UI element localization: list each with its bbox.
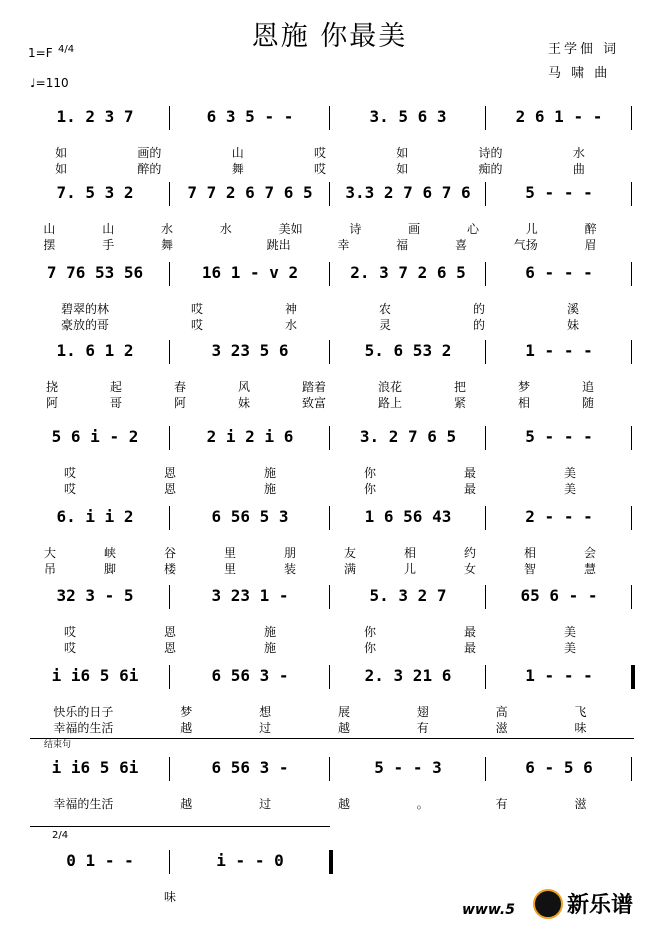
- measure: 3. 5 6 3: [369, 106, 447, 126]
- lyric-word: 梦: [180, 705, 193, 719]
- lyric-line-1: [20, 144, 620, 161]
- measure: i - - 0: [216, 850, 284, 870]
- lyric-word: 浪花: [377, 380, 402, 394]
- lyric-word: 碧翠的林: [60, 302, 109, 316]
- score-row: [20, 585, 635, 677]
- measure: 7 76 53 56: [46, 262, 144, 282]
- lyric-word: 神: [284, 302, 297, 316]
- score-row: [20, 182, 635, 274]
- lyric-word: 舞: [160, 238, 173, 252]
- bar-line: [329, 665, 330, 689]
- lyric-word: 越: [337, 721, 350, 735]
- bar-line: [485, 182, 486, 206]
- bar-line: [329, 262, 330, 286]
- measure: 5 6 i - 2: [51, 426, 139, 446]
- lyric-word: 农: [378, 302, 391, 316]
- lyric-word: 诗的: [478, 146, 503, 160]
- lyric-word: 美: [563, 641, 576, 655]
- brand-logo[interactable]: [533, 888, 633, 919]
- time-signature: 4/4: [58, 44, 75, 55]
- measure: 5. 3 2 7: [369, 585, 447, 605]
- bar-line: [169, 585, 170, 609]
- lyric-word: 峡: [103, 546, 116, 560]
- lyric-word: 哎: [63, 625, 76, 639]
- lyric-word: 水: [572, 146, 585, 160]
- lyric-word: 展: [337, 705, 350, 719]
- lyric-word: 哥: [109, 396, 122, 410]
- lyric-word: 慧: [583, 562, 596, 576]
- lyric-word: 最: [463, 466, 476, 480]
- lyric-word: 摆: [43, 238, 56, 252]
- measure: 1 6 56 43: [364, 506, 452, 526]
- lyric-word: 你: [363, 625, 376, 639]
- composer-credit: 马 啸 曲: [548, 66, 611, 81]
- bar-line: [329, 182, 330, 206]
- lyric-word: 妹: [237, 396, 250, 410]
- lyric-line-2: [20, 719, 620, 736]
- lyric-word: 哎: [63, 641, 76, 655]
- lyric-word: 你: [363, 482, 376, 496]
- measure: 2 i 2 i 6: [206, 426, 294, 446]
- measure: 5 - - -: [525, 426, 593, 446]
- lyric-word: 美如: [278, 222, 303, 236]
- lyric-word: 幸: [337, 238, 350, 252]
- lyric-line-1: [20, 795, 620, 812]
- lyric-word: 哎: [63, 482, 76, 496]
- lyric-word: 友: [343, 546, 356, 560]
- lyric-line-1: [20, 464, 620, 481]
- bar-line: [169, 665, 170, 689]
- lyric-word: 致富: [301, 396, 326, 410]
- lyric-word: 如: [396, 146, 409, 160]
- bar-line: [485, 757, 486, 781]
- lyric-word: 醉: [584, 222, 597, 236]
- tempo-marking: ♩=110: [30, 76, 69, 90]
- lyric-word: 的: [472, 302, 485, 316]
- lyric-word: 里: [223, 562, 236, 576]
- record-disc-icon: [533, 889, 563, 919]
- bar-line: [485, 665, 486, 689]
- bar-line: [329, 506, 330, 530]
- lyric-word: 哎: [313, 146, 326, 160]
- lyric-word: 施: [263, 466, 276, 480]
- bar-line: [631, 182, 632, 206]
- lyric-word: 醉的: [137, 162, 162, 176]
- song-title: 恩施 你最美: [251, 21, 408, 52]
- bar-line: [329, 106, 330, 130]
- measure: 6 - 5 6: [525, 757, 593, 777]
- lyric-word: 福: [396, 238, 409, 252]
- lyric-word: 朋: [283, 546, 296, 560]
- lyric-word: 越: [180, 721, 193, 735]
- bar-line: [169, 850, 170, 874]
- lyric-word: 会: [583, 546, 596, 560]
- lyric-word: 喜: [454, 238, 467, 252]
- lyric-word: 哎: [190, 302, 203, 316]
- lyric-word: 春: [173, 380, 186, 394]
- lyric-word: 越: [337, 797, 350, 811]
- lyric-word: 水: [284, 318, 297, 332]
- lyric-word: 曲: [572, 162, 585, 176]
- lyric-word: 画: [408, 222, 421, 236]
- bar-line: [169, 182, 170, 206]
- lyric-word: 施: [263, 482, 276, 496]
- brand-name: 新乐谱: [567, 893, 634, 918]
- lyric-word: 舞: [231, 162, 244, 176]
- lyric-word: 相: [403, 546, 416, 560]
- lyric-word: 挠: [45, 380, 58, 394]
- lyric-line-2: [20, 560, 620, 577]
- lyric-word: 儿: [403, 562, 416, 576]
- score-row: [20, 757, 635, 849]
- measure: 1. 6 1 2: [56, 340, 134, 360]
- lyric-line-1: [20, 703, 620, 720]
- lyric-word: 你: [363, 466, 376, 480]
- bar-line: [169, 262, 170, 286]
- lyric-line-2: [20, 394, 620, 411]
- lyric-line-1: [20, 623, 620, 640]
- lyric-line-2: [20, 316, 620, 333]
- lyric-word: 诗: [349, 222, 362, 236]
- measure: 2 6 1 - -: [515, 106, 603, 126]
- lyric-word: 智: [523, 562, 536, 576]
- lyric-line-2: [20, 160, 620, 177]
- lyric-word: 如: [55, 162, 68, 176]
- lyric-word: 眉: [584, 238, 597, 252]
- lyric-word: 阿: [173, 396, 186, 410]
- lyric-word: 满: [343, 562, 356, 576]
- lyric-word: 恩: [163, 625, 176, 639]
- measure: 2 - - -: [525, 506, 593, 526]
- lyric-word: 女: [463, 562, 476, 576]
- bar-line: [631, 665, 635, 689]
- lyric-word: 山: [102, 222, 115, 236]
- lyric-word: 美: [563, 625, 576, 639]
- bar-line: [329, 585, 330, 609]
- measure: 5. 6 53 2: [364, 340, 452, 360]
- score-row: [20, 340, 635, 432]
- bar-line: [169, 426, 170, 450]
- bar-line: [329, 850, 333, 874]
- lyric-word: 幸福的生活: [53, 721, 114, 735]
- lyric-word: 山: [231, 146, 244, 160]
- measure: 5 - - -: [525, 182, 593, 202]
- bar-line: [169, 106, 170, 130]
- bar-line: [329, 757, 330, 781]
- lyric-line-1: [20, 544, 620, 561]
- lyric-word: 踏着: [301, 380, 326, 394]
- lyric-word: 路上: [377, 396, 402, 410]
- measure: 7 7 2 6 7 6 5: [187, 182, 313, 202]
- lyric-word: 有: [495, 797, 508, 811]
- score-row: [20, 426, 635, 518]
- lyric-line-1: [20, 888, 320, 905]
- bar-line: [485, 262, 486, 286]
- lyric-word: 如: [55, 146, 68, 160]
- lyric-word: 妹: [566, 318, 579, 332]
- lyric-word: 过: [259, 721, 272, 735]
- measure: 1 - - -: [525, 340, 593, 360]
- bar-line: [631, 340, 632, 364]
- lyric-word: 儿: [525, 222, 538, 236]
- lyric-word: 气扬: [513, 238, 538, 252]
- lyric-word: 阿: [45, 396, 58, 410]
- lyric-word: 过: [259, 797, 272, 811]
- lyric-word: 里: [223, 546, 236, 560]
- lyric-word: 灵: [378, 318, 391, 332]
- lyric-word: 把: [453, 380, 466, 394]
- lyric-word: 心: [466, 222, 479, 236]
- lyric-word: 想: [259, 705, 272, 719]
- lyric-word: 恩: [163, 641, 176, 655]
- measure: i i6 5 6i: [51, 665, 139, 685]
- lyric-word: 哎: [190, 318, 203, 332]
- lyric-word: 约: [463, 546, 476, 560]
- lyric-word: 追: [581, 380, 594, 394]
- lyric-word: 最: [463, 482, 476, 496]
- lyric-word: 水: [219, 222, 232, 236]
- lyric-line-1: [20, 300, 620, 317]
- lyric-word: 梦: [517, 380, 530, 394]
- lyric-word: 越: [180, 797, 193, 811]
- lyric-word: 痴的: [478, 162, 503, 176]
- bar-line: [631, 106, 632, 130]
- lyricist-credit: 王学佃 词: [548, 42, 620, 57]
- lyric-line-1: [20, 378, 620, 395]
- coda-line: [30, 826, 330, 827]
- lyric-word: 紧: [453, 396, 466, 410]
- measure: 6 56 5 3: [211, 506, 289, 526]
- lyric-word: 装: [283, 562, 296, 576]
- measure: 7. 5 3 2: [56, 182, 134, 202]
- lyric-word: 手: [102, 238, 115, 252]
- lyric-word: 恩: [163, 466, 176, 480]
- lyric-word: 山: [43, 222, 56, 236]
- measure: 0 1 - -: [66, 850, 134, 870]
- lyric-word: 哎: [63, 466, 76, 480]
- lyric-word: 最: [463, 625, 476, 639]
- lyric-word: 起: [109, 380, 122, 394]
- lyric-word: 的: [472, 318, 485, 332]
- bar-line: [631, 757, 632, 781]
- bar-line: [485, 506, 486, 530]
- measure: 3 23 1 -: [211, 585, 289, 605]
- lyric-word: 跳出: [266, 238, 291, 252]
- lyric-word: 相: [517, 396, 530, 410]
- measure: 6 3 5 - -: [206, 106, 294, 126]
- measure: 32 3 - 5: [56, 585, 134, 605]
- lyric-word: 溪: [566, 302, 579, 316]
- score-row: [20, 665, 635, 757]
- lyric-word: 谷: [163, 546, 176, 560]
- ending-time-signature: 2/4: [52, 830, 69, 841]
- measure: 6 56 3 -: [211, 757, 289, 777]
- bar-line: [631, 506, 632, 530]
- lyric-word: 施: [263, 641, 276, 655]
- lyric-word: 飞: [574, 705, 587, 719]
- lyric-word: 高: [495, 705, 508, 719]
- measure: 6 56 3 -: [211, 665, 289, 685]
- lyric-word: 大: [43, 546, 56, 560]
- lyric-word: 吊: [43, 562, 56, 576]
- lyric-word: 美: [563, 466, 576, 480]
- lyric-word: 滋: [574, 797, 587, 811]
- measure: 65 6 - -: [520, 585, 598, 605]
- lyric-word: 如: [396, 162, 409, 176]
- lyric-word: 最: [463, 641, 476, 655]
- lyric-word: 恩: [163, 482, 176, 496]
- measure: 3.3 2 7 6 7 6: [345, 182, 471, 202]
- measure: i i6 5 6i: [51, 757, 139, 777]
- site-url[interactable]: www.5: [462, 902, 515, 918]
- lyric-word: 快乐的日子: [53, 705, 114, 719]
- measure: 6 - - -: [525, 262, 593, 282]
- bar-line: [631, 585, 632, 609]
- lyric-word: 风: [237, 380, 250, 394]
- lyric-word: 美: [563, 482, 576, 496]
- measure: 3. 2 7 6 5: [359, 426, 457, 446]
- lyric-word: 滋: [495, 721, 508, 735]
- lyric-word: 味: [163, 890, 176, 904]
- lyric-word: 豪放的哥: [60, 318, 109, 332]
- lyric-word: 画的: [137, 146, 162, 160]
- lyric-word: 哎: [313, 162, 326, 176]
- bar-line: [485, 106, 486, 130]
- bar-line: [329, 340, 330, 364]
- measure: 2. 3 21 6: [364, 665, 452, 685]
- bar-line: [169, 340, 170, 364]
- key-signature: 1=F: [28, 46, 53, 60]
- lyric-word: 有: [416, 721, 429, 735]
- bar-line: [485, 426, 486, 450]
- measure: 5 - - 3: [374, 757, 442, 777]
- bar-line: [169, 506, 170, 530]
- lyric-line-2: [20, 236, 620, 253]
- bar-line: [485, 585, 486, 609]
- lyric-word: 楼: [163, 562, 176, 576]
- measure: 6. i i 2: [56, 506, 134, 526]
- ending-label: 结束句: [44, 740, 72, 750]
- measure: 1 - - -: [525, 665, 593, 685]
- lyric-word: 你: [363, 641, 376, 655]
- measure: 16 1 - v 2: [201, 262, 299, 282]
- lyric-word: 相: [523, 546, 536, 560]
- measure: 2. 3 7 2 6 5: [350, 262, 466, 282]
- lyric-word: 水: [160, 222, 173, 236]
- bar-line: [485, 340, 486, 364]
- lyric-word: 随: [581, 396, 594, 410]
- lyric-word: 脚: [103, 562, 116, 576]
- bar-line: [169, 757, 170, 781]
- measure: 3 23 5 6: [211, 340, 289, 360]
- measure: 1. 2 3 7: [56, 106, 134, 126]
- lyric-line-2: [20, 480, 620, 497]
- bar-line: [631, 426, 632, 450]
- lyric-word: 。: [416, 797, 429, 811]
- bar-line: [631, 262, 632, 286]
- bar-line: [329, 426, 330, 450]
- lyric-word: 施: [263, 625, 276, 639]
- lyric-line-2: [20, 639, 620, 656]
- lyric-word: 幸福的生活: [53, 797, 114, 811]
- ending-line: [30, 738, 634, 739]
- lyric-line-1: [20, 220, 620, 237]
- lyric-word: 味: [574, 721, 587, 735]
- lyric-word: 翅: [416, 705, 429, 719]
